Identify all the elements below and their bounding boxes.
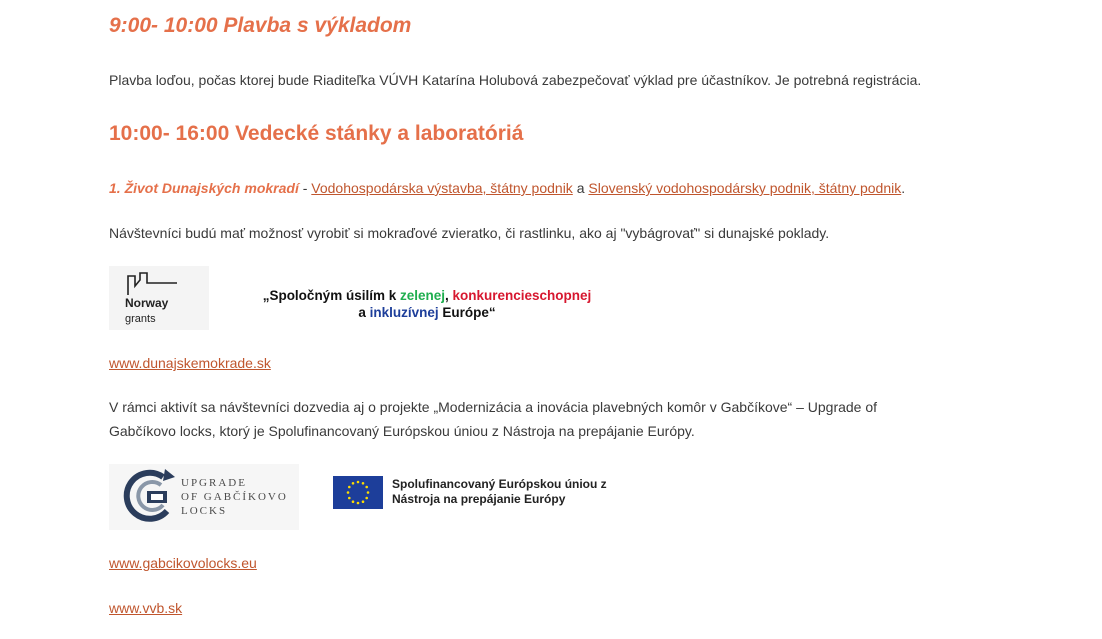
gab-line2: OF GABČÍKOVO (181, 491, 288, 503)
item-wetlands (109, 176, 905, 200)
norway-grants-banner (109, 266, 609, 330)
gabcikovo-description-line1: V rámci aktivít sa návštevníci dozvedia aj o projekte „Modernizácia a inovácia plavebných komôr v Gabčíkove“ – Upgrade of (109, 399, 878, 415)
gab-line3: LOCKS (181, 505, 228, 517)
link-gabcikovolocks[interactable]: www.gabcikovolocks.eu (109, 555, 257, 571)
item-end: . (901, 180, 906, 196)
cruise-description: Plavba loďou, počas ktorej bude Riaditeľka VÚVH Katarína Holubová zabezpečovať výklad pre účastníkov. Je potrebná registrácia. (109, 72, 922, 88)
grants-label: grants (125, 313, 156, 325)
section-heading-stands: 10:00- 16:00 Vedecké stánky a laboratóriá (109, 122, 524, 145)
link-dunajskemokrade[interactable]: www.dunajskemokrade.sk (109, 355, 271, 371)
gabcikovo-description (109, 395, 877, 443)
upgrade-gabcikovo-logo (109, 464, 299, 530)
gab-line1: UPGRADE (181, 477, 247, 489)
eu-flag-icon (333, 476, 383, 509)
gabcikovo-logo-text (181, 476, 288, 518)
slogan-comma: , (445, 288, 453, 303)
vvb-link-paragraph (109, 596, 182, 620)
slogan-text-2: a (358, 305, 370, 320)
slogan-red: konkurencieschopnej (452, 288, 592, 303)
slogan-green: zelenej (399, 288, 445, 303)
item-wetlands-title: 1. Život Dunajských mokradí (109, 180, 299, 196)
item-and: a (572, 180, 589, 196)
gabcikovo-link-paragraph (109, 551, 257, 575)
norway-flag-icon (125, 270, 185, 298)
item-separator: - (298, 180, 312, 196)
slogan-end: Európe“ (438, 305, 496, 320)
eu-text-line1: Spolufinancovaný Európskou úniou z (392, 477, 607, 491)
link-vodohospodarska-vystavba[interactable]: Vodohospodárska výstavba, štátny podnik (311, 180, 573, 196)
link-slovensky-vodohospodarsky-podnik[interactable]: Slovenský vodohospodársky podnik, štátny podnik (588, 180, 902, 196)
eu-text-line2: Nástroja na prepájanie Európy (392, 492, 566, 506)
visitors-description: Návštevníci budú mať možnosť vyrobiť si mokraďové zvieratko, či rastlinku, ako aj "vybágrovať" si dunajské poklady. (109, 225, 830, 241)
slogan-blue: inkluzívnej (369, 305, 439, 320)
eu-cofinancing-text (392, 477, 692, 507)
slogan-text-1: „Spoločným úsilím k (262, 288, 400, 303)
mokrade-link-paragraph (109, 351, 271, 375)
link-vvb[interactable]: www.vvb.sk (109, 600, 183, 616)
eea-slogan (237, 287, 617, 321)
gabcikovo-description-line2: Gabčíkovo locks, ktorý je Spolufinancovaný Európskou úniou z Nástroja na prepájanie Európy. (109, 423, 695, 439)
gabcikovo-banner (109, 464, 629, 530)
gabcikovo-locks-icon (121, 467, 185, 527)
section-heading-cruise: 9:00- 10:00 Plavba s výkladom (109, 14, 412, 37)
norway-grants-logo (109, 266, 209, 330)
norway-label: Norway (125, 296, 169, 310)
